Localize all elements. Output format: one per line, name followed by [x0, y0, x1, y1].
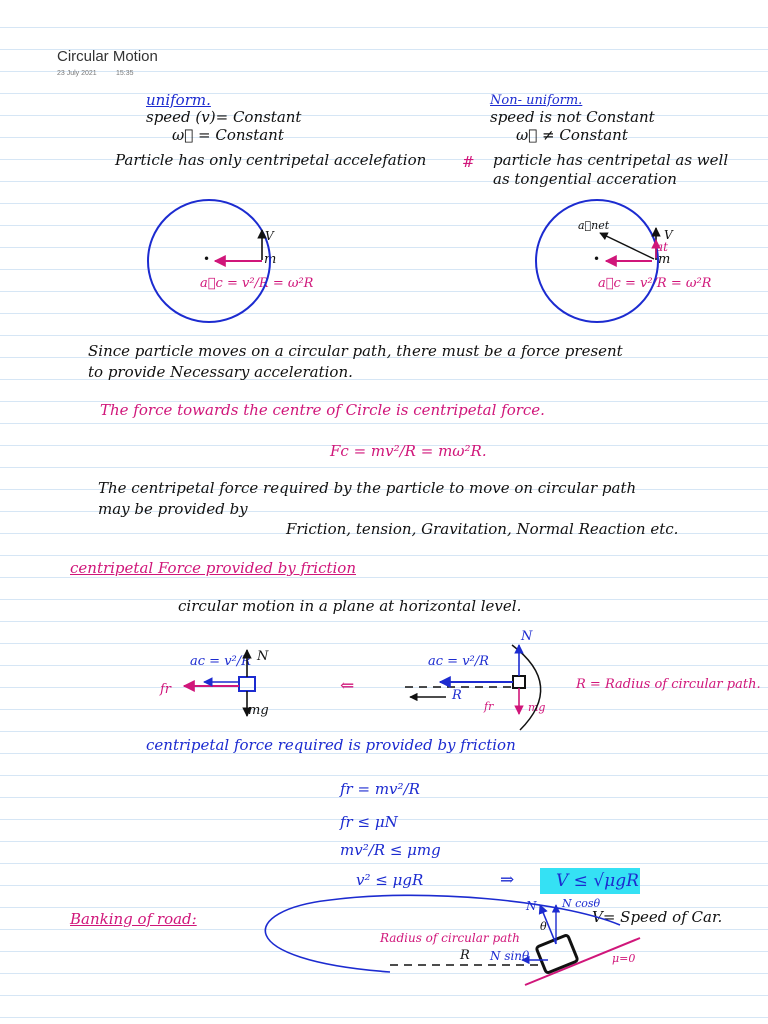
block-left — [239, 677, 255, 691]
force-towards-centre: The force towards the centre of Circle is centripetal force. — [100, 401, 545, 419]
mu-zero-label: μ=0 — [612, 952, 636, 965]
equation-3: mv²/R ≤ μmg — [340, 841, 441, 859]
radius-note: R = Radius of circular path. — [576, 677, 761, 692]
result-inequality: V ≤ √μgR — [556, 871, 639, 891]
normal-label-left: N — [257, 649, 269, 664]
mass-label-2: m — [658, 252, 671, 267]
a-net-label: a⃗net — [578, 219, 610, 232]
since-line-1: Since particle moves on a circular path, there must be a force present — [88, 342, 623, 360]
ac-formula-1: a⃗c = v²/R = ω²R — [200, 276, 314, 291]
friction-label-left: fr — [160, 682, 172, 697]
mass-label-1: m — [264, 252, 277, 267]
section-banking-heading: Banking of road: — [70, 910, 197, 928]
normal-arrow-bank — [540, 905, 556, 944]
equation-1: fr = mv²/R — [340, 780, 420, 798]
center-dot-1: • — [203, 252, 211, 266]
velocity-label-1: V — [265, 229, 274, 243]
page-date: 23 July 2021 — [57, 70, 97, 77]
required-line-2: may be provided by — [98, 500, 248, 518]
page-title: Circular Motion — [57, 48, 158, 65]
car-body — [536, 935, 578, 974]
equation-2: fr ≤ μN — [340, 813, 398, 831]
block-right — [513, 676, 525, 688]
hash-mark: # — [462, 153, 475, 171]
radius-path-label: Radius of circular path — [380, 931, 520, 945]
bank-radius-r: R — [460, 948, 470, 963]
bank-normal-label: N — [526, 899, 537, 913]
friction-label-right: fr — [484, 700, 494, 713]
uniform-omega: ω⃗ = Constant — [172, 126, 284, 144]
non-uniform-accel-1: particle has centripetal as well — [493, 151, 729, 169]
ac-label-right: ac = v²/R — [428, 654, 489, 669]
radius-label-r: R — [452, 688, 462, 703]
at-label: at — [656, 240, 668, 254]
a-net-arrow — [600, 233, 654, 259]
ac-formula-2: a⃗c = v²/R = ω²R — [598, 276, 712, 291]
force-providers: Friction, tension, Gravitation, Normal Reaction etc. — [286, 520, 679, 538]
uniform-accel: Particle has only centripetal accelefation — [115, 151, 427, 169]
section-friction-heading: centripetal Force provided by friction — [70, 559, 356, 577]
mg-label-left: mg — [248, 703, 269, 718]
n-cos-label: N cosθ — [562, 897, 601, 910]
non-uniform-omega: ω⃗ ≠ Constant — [516, 126, 628, 144]
friction-provides-text: centripetal force required is provided by friction — [146, 736, 516, 754]
circular-plane-text: circular motion in a plane at horizontal level. — [178, 597, 522, 615]
mg-label-right: mg — [528, 701, 546, 714]
since-line-2: to provide Necessary acceleration. — [88, 363, 353, 381]
fc-formula: Fc = mv²/R = mω²R. — [330, 442, 487, 460]
theta-label: θ — [540, 920, 547, 933]
non-uniform-accel-2: as tongential acceration — [493, 170, 677, 188]
uniform-speed: speed (v)= Constant — [146, 108, 302, 126]
normal-label-right: N — [521, 629, 533, 644]
implies-arrow-figure: ⇐ — [340, 676, 355, 696]
required-line-1: The centripetal force required by the particle to move on circular path — [98, 479, 637, 497]
ac-label-left: ac = v²/R — [190, 654, 251, 669]
implies-arrow-result: ⇒ — [500, 870, 515, 890]
page-time: 15:35 — [116, 70, 134, 77]
n-sin-label: N sinθ — [490, 949, 530, 963]
velocity-label-2: V — [664, 228, 673, 242]
center-dot-2: • — [593, 252, 601, 266]
car-speed-label: V= Speed of Car. — [592, 908, 723, 926]
non-uniform-heading: Non- uniform. — [490, 93, 583, 108]
banking-ellipse-arc — [265, 895, 620, 972]
uniform-heading: uniform. — [146, 91, 211, 109]
non-uniform-speed: speed is not Constant — [490, 108, 655, 126]
equation-4: v² ≤ μgR — [356, 871, 424, 889]
